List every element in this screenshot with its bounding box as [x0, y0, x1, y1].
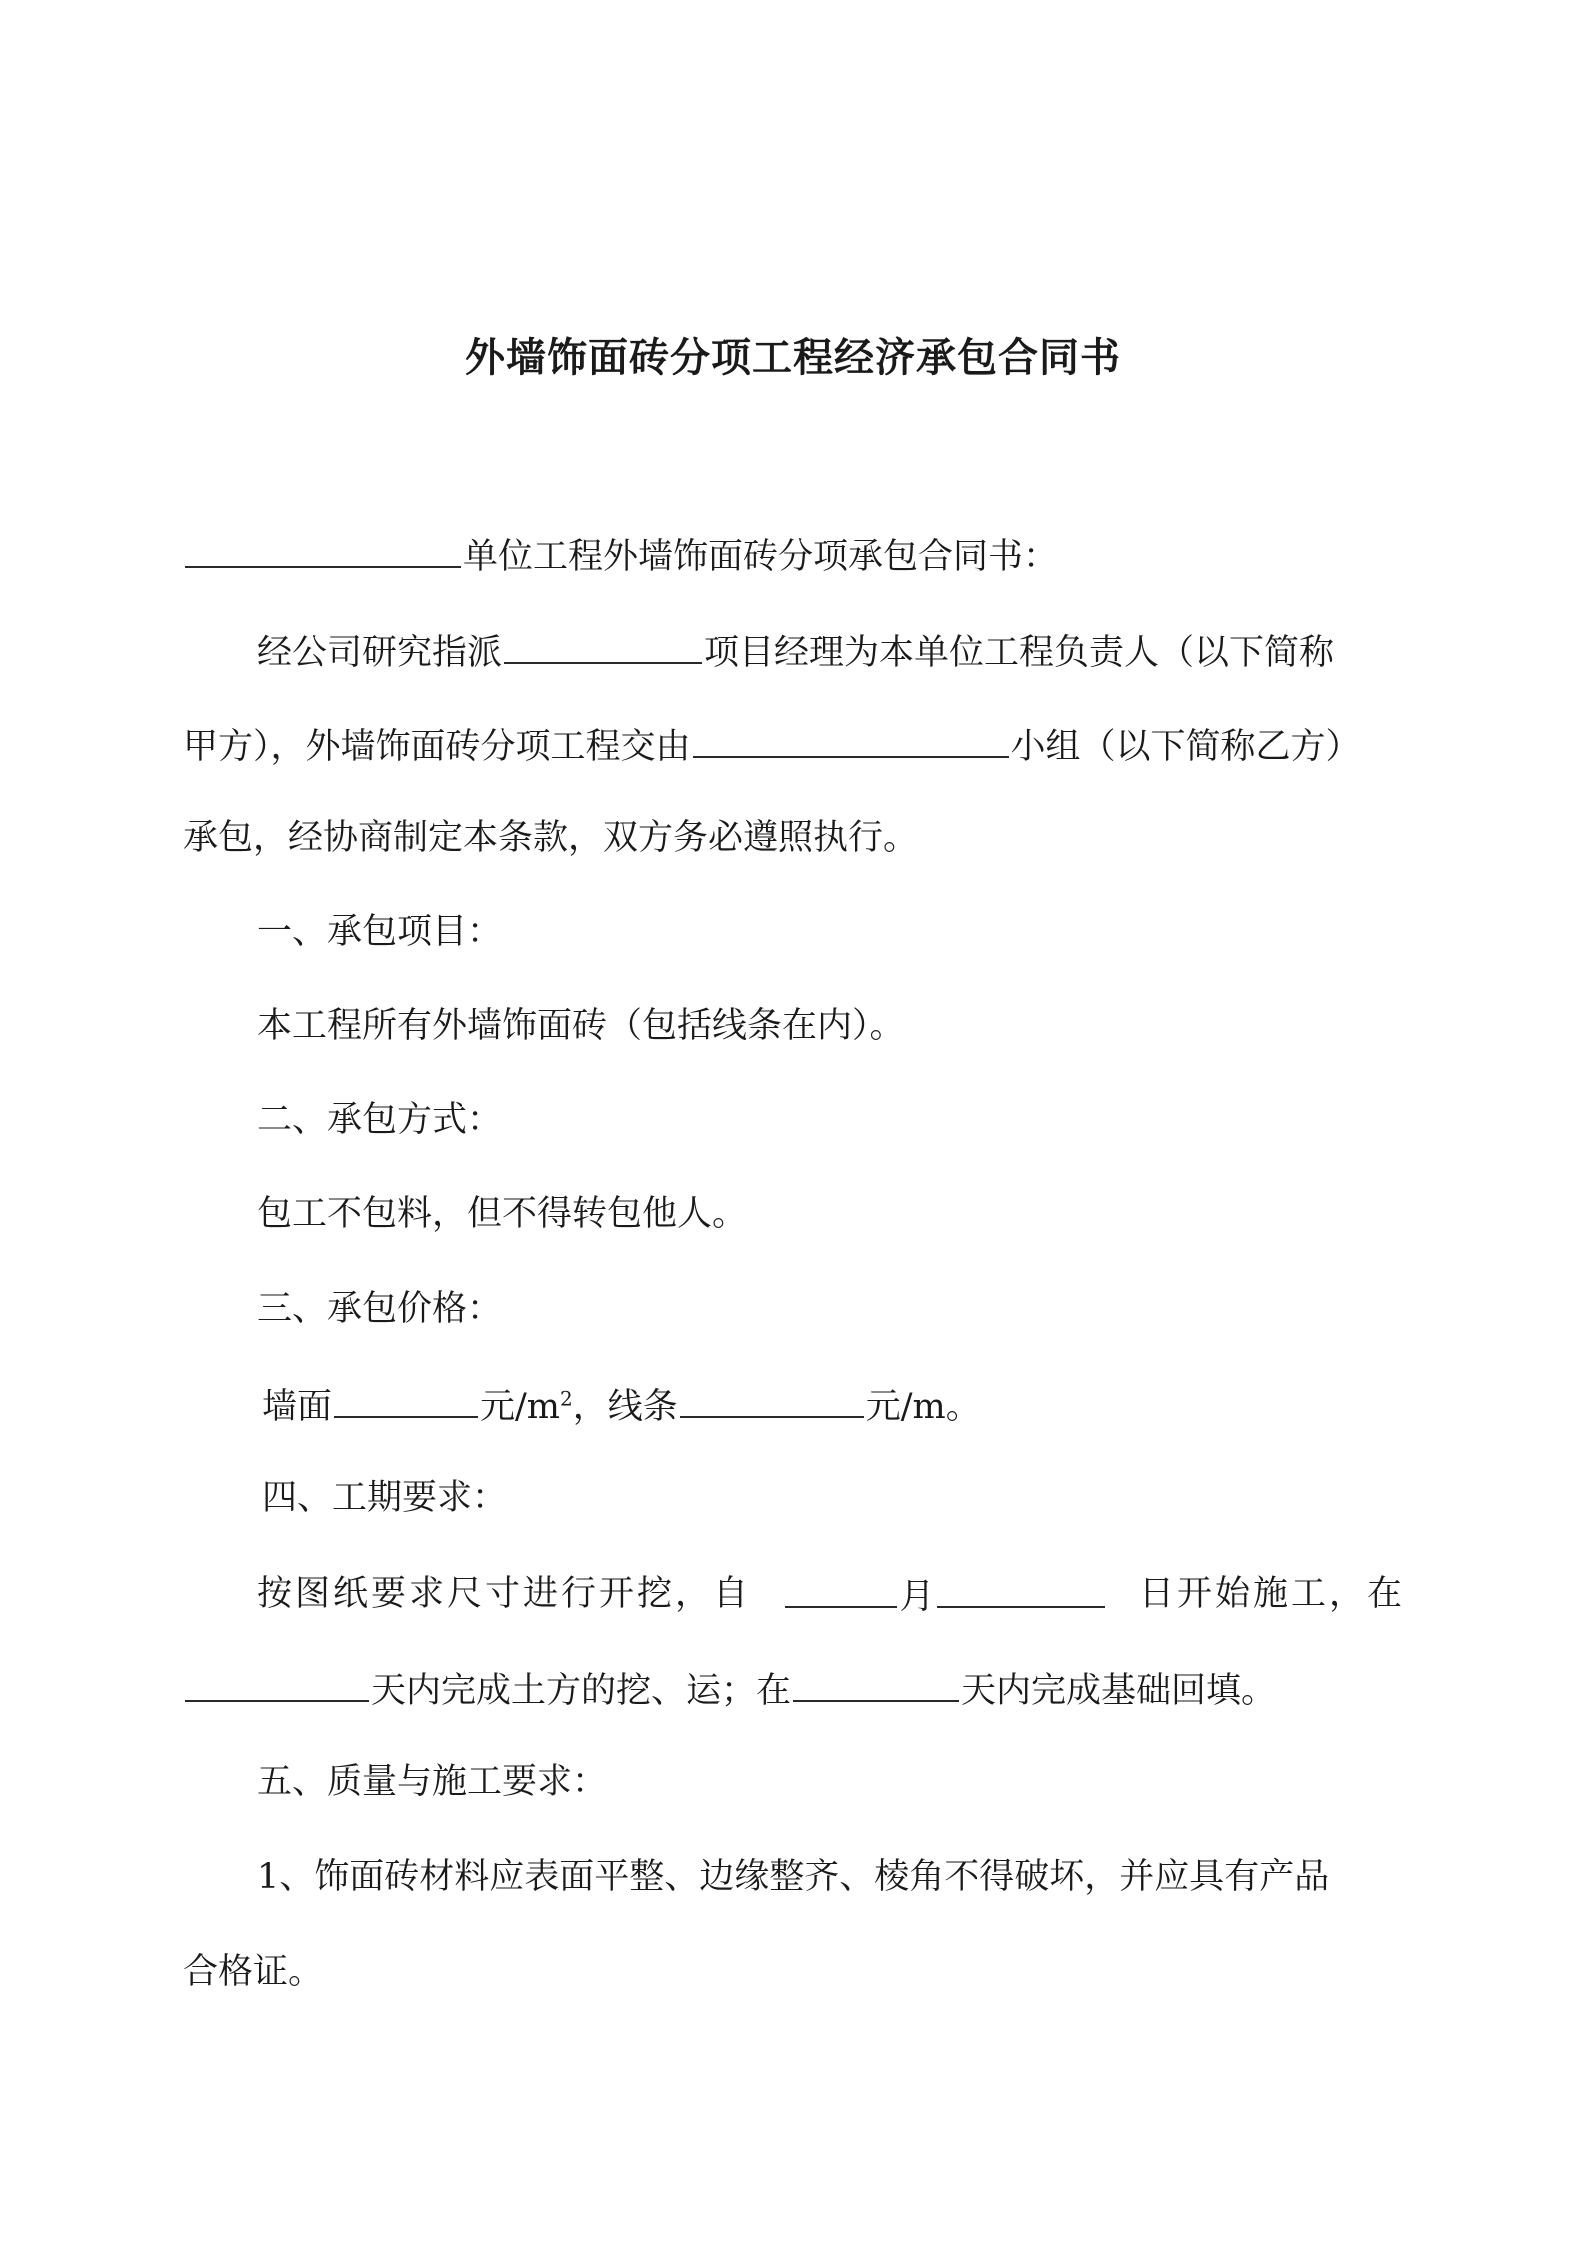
section3-price-line [262, 1376, 981, 1435]
wall-price-blank[interactable] [334, 1376, 478, 1418]
wall-unit-superscript: 2 [560, 1386, 573, 1411]
document-title: 外墙饰面砖分项工程经济承包合同书 [465, 335, 1121, 381]
section1-heading: 一、承包项目： [257, 912, 503, 952]
trim-price-blank[interactable] [680, 1376, 864, 1418]
section4-line2 [183, 1660, 1276, 1719]
section2-body: 包工不包料，但不得转包他人。 [257, 1194, 748, 1234]
excavation-days-blank[interactable] [185, 1660, 369, 1702]
para1-text-a: 经公司研究指派 [257, 633, 503, 673]
month-label: 月 [899, 1577, 935, 1617]
section1-body: 本工程所有外墙饰面砖（包括线条在内）。 [257, 1006, 905, 1046]
section5-item1-line1: 1、饰面砖材料应表面平整、边缘整齐、棱角不得破坏，并应具有产品 [257, 1857, 1330, 1897]
trim-label: ，线条 [572, 1387, 678, 1427]
start-month-blank[interactable] [785, 1566, 897, 1608]
team-name-blank[interactable] [693, 716, 1009, 758]
section2-heading: 二、承包方式： [257, 1100, 503, 1140]
section3-heading: 三、承包价格： [257, 1289, 503, 1329]
manager-name-blank[interactable] [504, 622, 702, 664]
schedule-text-e: 天内完成基础回填。 [961, 1671, 1277, 1711]
intro-line [183, 526, 1058, 585]
para1-line2 [183, 716, 1361, 775]
para1-line1 [257, 622, 1334, 681]
unit-name-blank[interactable] [185, 526, 461, 568]
section5-heading: 五、质量与施工要求： [257, 1762, 608, 1802]
schedule-text-c: 日开始施工，在 [1138, 1574, 1405, 1614]
intro-text: 单位工程外墙饰面砖分项承包合同书： [463, 537, 1059, 577]
backfill-days-blank[interactable] [793, 1660, 959, 1702]
section4-heading: 四、工期要求： [262, 1478, 508, 1518]
trim-unit: 元/m。 [865, 1387, 981, 1427]
para1-text-c: 甲方），外墙饰面砖分项工程交由 [183, 727, 691, 767]
para1-text-b: 项目经理为本单位工程负责人（以下简称 [704, 633, 1335, 673]
section5-item1-line2: 合格证。 [183, 1952, 324, 1992]
section4-line1 [257, 1566, 1405, 1625]
schedule-text-a: 按图纸要求尺寸进行开挖，自 [257, 1574, 752, 1614]
wall-unit: 元/m [480, 1387, 560, 1427]
wall-label: 墙面 [262, 1387, 333, 1427]
start-date-group [783, 1566, 1106, 1625]
schedule-text-d: 天内完成土方的挖、运；在 [371, 1671, 792, 1711]
para1-line3: 承包，经协商制定本条款，双方务必遵照执行。 [183, 818, 919, 858]
start-day-blank[interactable] [937, 1566, 1105, 1608]
para1-text-d: 小组（以下简称乙方） [1010, 727, 1361, 767]
